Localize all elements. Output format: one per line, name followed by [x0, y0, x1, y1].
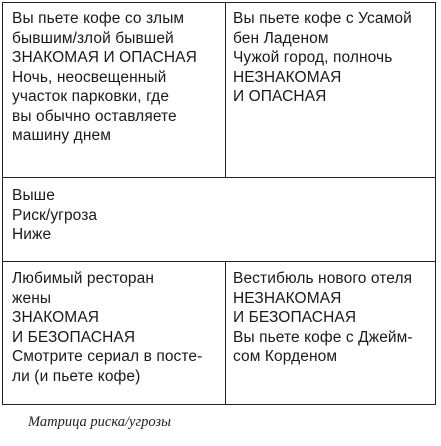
cell-line: И БЕЗОПАСНАЯ: [233, 309, 357, 326]
cell-line: Смотрите сериал в посте-: [12, 348, 203, 365]
risk-threat-matrix: [2, 2, 436, 405]
cell-line: вы обычно оставляете: [12, 107, 177, 125]
cell-unfamiliar-dangerous: [233, 9, 412, 107]
cell-line: сом Корденом: [233, 348, 338, 365]
cell-familiar-dangerous: [12, 9, 197, 146]
cell-familiar-safe: [12, 269, 202, 386]
cell-line: Ночь, неосвещенный: [12, 68, 167, 86]
cell-line: НЕЗНАКОМАЯ: [233, 68, 342, 86]
cell-line: НЕЗНАКОМАЯ: [233, 289, 342, 307]
cell-line: И БЕЗОПАСНАЯ: [12, 328, 136, 346]
axis-high-label: Выше: [12, 187, 55, 204]
axis-title: Риск/угроза: [12, 206, 98, 224]
row-divider-upper: [3, 177, 435, 178]
column-divider-top: [225, 3, 226, 177]
cell-line: машину днем: [12, 127, 111, 144]
cell-line: Вы пьете кофе с Джейм-: [233, 328, 413, 346]
cell-line: ли (и пьете кофе): [12, 367, 141, 385]
figure-caption: Матрица риска/угрозы: [28, 414, 171, 430]
row-divider-lower: [3, 261, 435, 262]
axis-low-label: Ниже: [12, 226, 52, 243]
cell-line: Вы пьете кофе с Усамой: [233, 10, 412, 27]
cell-line: бывшим/злой бывшей: [12, 29, 174, 47]
cell-line: ЗНАКОМАЯ: [12, 309, 100, 326]
cell-line: участок парковки, где: [12, 88, 170, 105]
cell-line: И ОПАСНАЯ: [233, 88, 327, 105]
cell-line: Чужой город, полночь: [233, 49, 393, 66]
cell-line: Любимый ресторан: [12, 270, 155, 287]
cell-line: Вы пьете кофе со злым: [12, 10, 185, 27]
cell-line: жены: [12, 289, 52, 307]
cell-unfamiliar-safe: [233, 269, 413, 367]
column-divider-bottom: [225, 261, 226, 404]
cell-line: ЗНАКОМАЯ И ОПАСНАЯ: [12, 49, 197, 66]
cell-line: Вестибюль нового отеля: [233, 270, 413, 287]
risk-axis-label: [12, 186, 97, 245]
cell-line: бен Ладеном: [233, 29, 329, 47]
